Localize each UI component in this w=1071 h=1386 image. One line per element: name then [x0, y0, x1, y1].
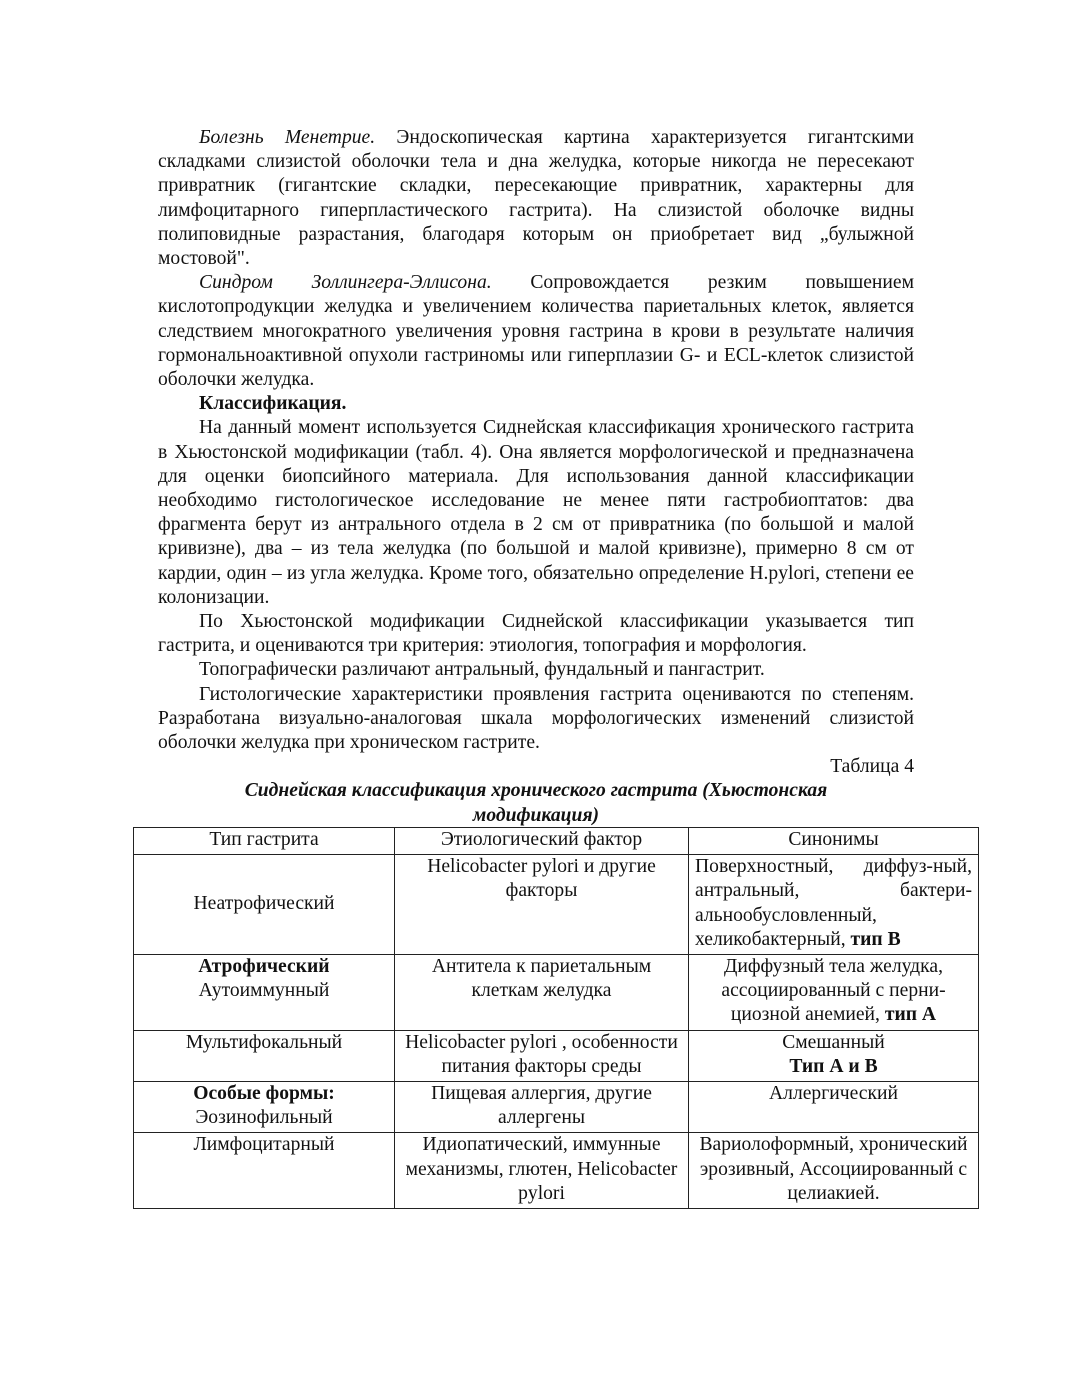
cell-synonyms: [689, 955, 979, 1031]
table-row: [134, 855, 979, 955]
table-row: [134, 1133, 979, 1209]
subtype-label: Эозинофильный: [195, 1107, 333, 1129]
subtype-label: Аутоиммунный: [198, 980, 330, 1002]
paragraph-classification: На данный момент используется Сиднейская классификация хронического гастрита в Хьюстонской модификации (табл. 4). Она является морфологической и предназначена для оценки биопсийного материала. Для использования данной классификации необходимо гистологическое исследование не менее пяти гастробиоптатов: два фрагмента берут из антрального отдела в 2 см от привратника (по большой и малой кривизне), два – из тела желудка (по большой и малой кривизне), примерно 8 см от кардии, один – из угла желудка. Кроме того, обязательно определение H.pylori, степени ее колонизации.: [158, 417, 914, 608]
table-header-row: [134, 828, 979, 855]
cell-synonyms: Вариолоформный, хронический эрозивный, Ассоциированный с целиакией.: [689, 1133, 979, 1209]
section-heading: Классификация.: [199, 393, 347, 415]
table-title: Сиднейская классификация хронического гастрита (Хьюстонская модификация): [244, 780, 828, 826]
cell-synonyms: [689, 855, 979, 955]
synonyms-text: Диффузный тела желудка, ассоциированный с перни-циозной анемией,: [721, 956, 946, 1026]
synonyms-type-label: Тип А и В: [789, 1055, 878, 1077]
cell-type: Лимфоцитарный: [134, 1133, 395, 1209]
paragraph-lead: Синдром Золлингера-Эллисона.: [199, 272, 492, 294]
cell-type: Неатрофический: [134, 855, 395, 955]
type-label: Атрофический: [198, 956, 330, 978]
synonyms-type-label: тип B: [850, 928, 901, 950]
paragraph-text: Сопровождается резким повышением кислотопродукции желудка и увеличением количества париетальных клеток, является следствием многократного увеличения уровня гастрина в крови в результате наличия гормональноактивной опухоли гастриномы или гиперплазии G- и ECL-клеток слизистой оболочки желудка.: [158, 272, 914, 391]
paragraph-zollinger: [158, 271, 914, 392]
cell-etiology: Идиопатический, иммунные механизмы, глютен, Helicobacter pylori: [395, 1133, 689, 1209]
table-number: Таблица 4: [830, 756, 914, 778]
type-label: Особые формы:: [193, 1083, 335, 1105]
cell-etiology: Helicobacter pylori , особенности питания факторы среды: [395, 1030, 689, 1081]
body-text: [158, 126, 914, 828]
classification-table: [133, 827, 979, 1209]
synonyms-type-label: тип А: [884, 1004, 937, 1026]
cell-type: Мультифокальный: [134, 1030, 395, 1081]
paragraph-houston: По Хьюстонской модификации Сиднейской классификации указывается тип гастрита, и оцениваются три критерия: этиология, топография и морфология.: [158, 611, 914, 657]
cell-type: [134, 955, 395, 1031]
header-etiology: Этиологический фактор: [395, 828, 689, 855]
table-row: [134, 955, 979, 1031]
paragraph-topography: Топографически различают антральный, фундальный и пангастрит.: [199, 659, 765, 681]
header-type: Тип гастрита: [134, 828, 395, 855]
table-row: [134, 1030, 979, 1081]
cell-synonyms: Аллергический: [689, 1082, 979, 1133]
cell-etiology: Антитела к париетальным клеткам желудка: [395, 955, 689, 1031]
cell-synonyms: [689, 1030, 979, 1081]
cell-etiology: Пищевая аллергия, другие аллергены: [395, 1082, 689, 1133]
cell-etiology: Helicobacter pylori и другие факторы: [395, 855, 689, 955]
table-row: [134, 1082, 979, 1133]
paragraph-text: Эндоскопическая картина характеризуется гигантскими складками слизистой оболочки тела и дна желудка, которые никогда не пересекают привратник (гигантские складки, пересекающие привратник, характерны для лимфоцитарного гиперпластического гастрита). На слизистой оболочке видны полиповидные разрастания, благодаря которым он приобретает вид „булыжной мостовой".: [158, 127, 914, 270]
header-synonyms: Синонимы: [689, 828, 979, 855]
paragraph-lead: Болезнь Менетрие.: [199, 127, 376, 148]
synonyms-text: Поверхностный, диффуз-ный, антральный, бактери-альнообусловленный, хеликобактерный,: [695, 856, 972, 950]
cell-type: [134, 1082, 395, 1133]
paragraph-histology: Гистологические характеристики проявления гастрита оцениваются по степеням. Разработана визуально-аналоговая шкала морфологических изменений слизистой оболочки желудка при хроническом гастрите.: [158, 683, 914, 754]
synonyms-text: Смешанный: [782, 1031, 885, 1053]
paragraph-menetrier: [158, 126, 914, 271]
